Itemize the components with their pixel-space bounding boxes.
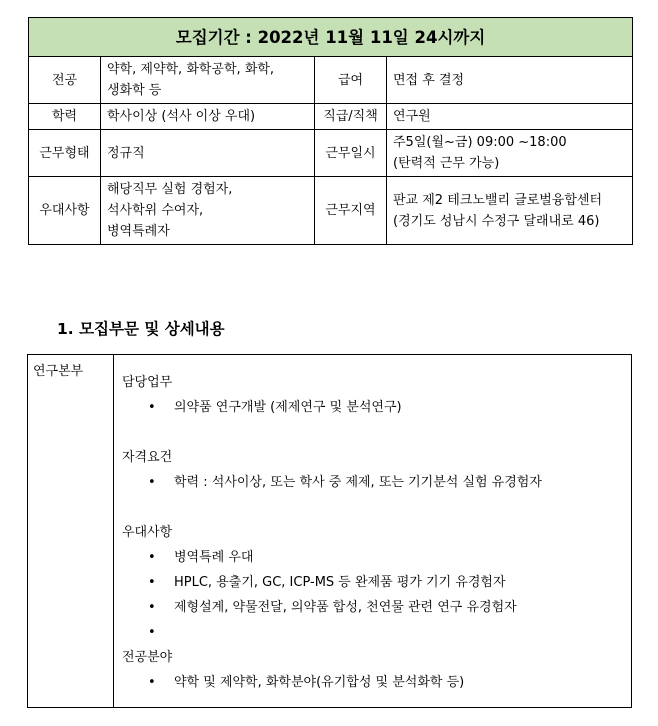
list-item [122,395,625,420]
value-education [101,104,315,130]
bullet-text: HPLC, 용출기, GC, ICP-MS 등 완제품 평가 기기 유경험자 [174,575,506,590]
label-employment-type: 근무형태 [29,130,101,177]
group-title-duties: 담당업무 [122,375,173,390]
value-line: (탄력적 근무 가능) [393,156,500,171]
value-work-location [387,177,633,245]
bullet-text: 의약품 연구개발 (제제연구 및 분석연구) [174,400,402,415]
value-line: 주5일(월~금) 09:00 ~18:00 [393,135,567,150]
value-salary [387,57,633,104]
value-line: 연구원 [393,109,431,124]
recruitment-period-header: 모집기간 : 2022년 11월 11일 24시까지 [29,18,633,57]
label-salary: 급여 [315,57,387,104]
bullet-text: 병역특례 우대 [174,550,254,565]
label-work-hours: 근무일시 [315,130,387,177]
bullet-list-qualifications [122,470,625,495]
list-item [122,470,625,495]
value-line: 학사이상 (석사 이상 우대) [107,109,256,124]
bullet-icon: • [148,400,156,415]
bullet-icon: • [148,600,156,615]
list-item [122,570,625,595]
group-title-qualifications: 자격요건 [122,450,173,465]
value-line: 해당직무 실험 경험자, [107,182,233,197]
value-preference [101,177,315,245]
value-line: 정규직 [107,145,145,161]
bullet-list-duties [122,395,625,420]
value-line: 약학, 제약학, 화학공학, 화학, [107,62,275,77]
label-major: 전공 [29,57,101,104]
bullet-icon: • [148,575,156,590]
recruitment-summary-table [28,17,633,245]
group-title-preferences: 우대사항 [122,525,173,540]
value-position [387,104,633,130]
section-heading: 1. 모집부문 및 상세내용 [57,320,225,338]
bullet-icon: • [148,550,156,565]
value-line: 면접 후 결정 [393,72,465,88]
bullet-icon: • [148,475,156,490]
bullet-list-preferences [122,545,625,645]
value-line: 생화학 등 [107,83,162,98]
detail-content [122,370,625,695]
value-line: 석사학위 수여자, [107,203,204,218]
row-major [29,57,633,104]
label-position: 직급/직책 [315,104,387,130]
column-divider [113,355,114,707]
list-item [122,545,625,570]
value-line: 병역특례자 [107,224,170,239]
value-employment-type [101,130,315,177]
row-employment-type [29,130,633,177]
list-item [122,670,625,695]
group-title-field: 전공분야 [122,650,173,665]
bullet-icon: • [148,625,156,640]
label-education: 학력 [29,104,101,130]
list-item [122,620,625,645]
bullet-icon: • [148,675,156,690]
value-line: (경기도 성남시 수정구 달래내로 46) [393,213,600,229]
value-major [101,57,315,104]
bullet-text: 학력 : 석사이상, 또는 학사 중 제제, 또는 기기분석 실험 유경험자 [174,475,542,490]
value-line: 판교 제2 테크노밸리 글로벌융합센터 [393,192,603,208]
label-preference: 우대사항 [29,177,101,245]
list-item [122,595,625,620]
detail-box [27,354,632,708]
bullet-text: 제형설계, 약물전달, 의약품 합성, 천연물 관련 연구 유경험자 [174,600,517,615]
row-education [29,104,633,130]
department-label: 연구본부 [33,364,84,379]
bullet-text: 약학 및 제약학, 화학분야(유기합성 및 분석화학 등) [174,675,465,690]
value-work-hours [387,130,633,177]
bullet-list-field [122,670,625,695]
row-preference [29,177,633,245]
label-work-location: 근무지역 [315,177,387,245]
header-row [29,18,633,57]
